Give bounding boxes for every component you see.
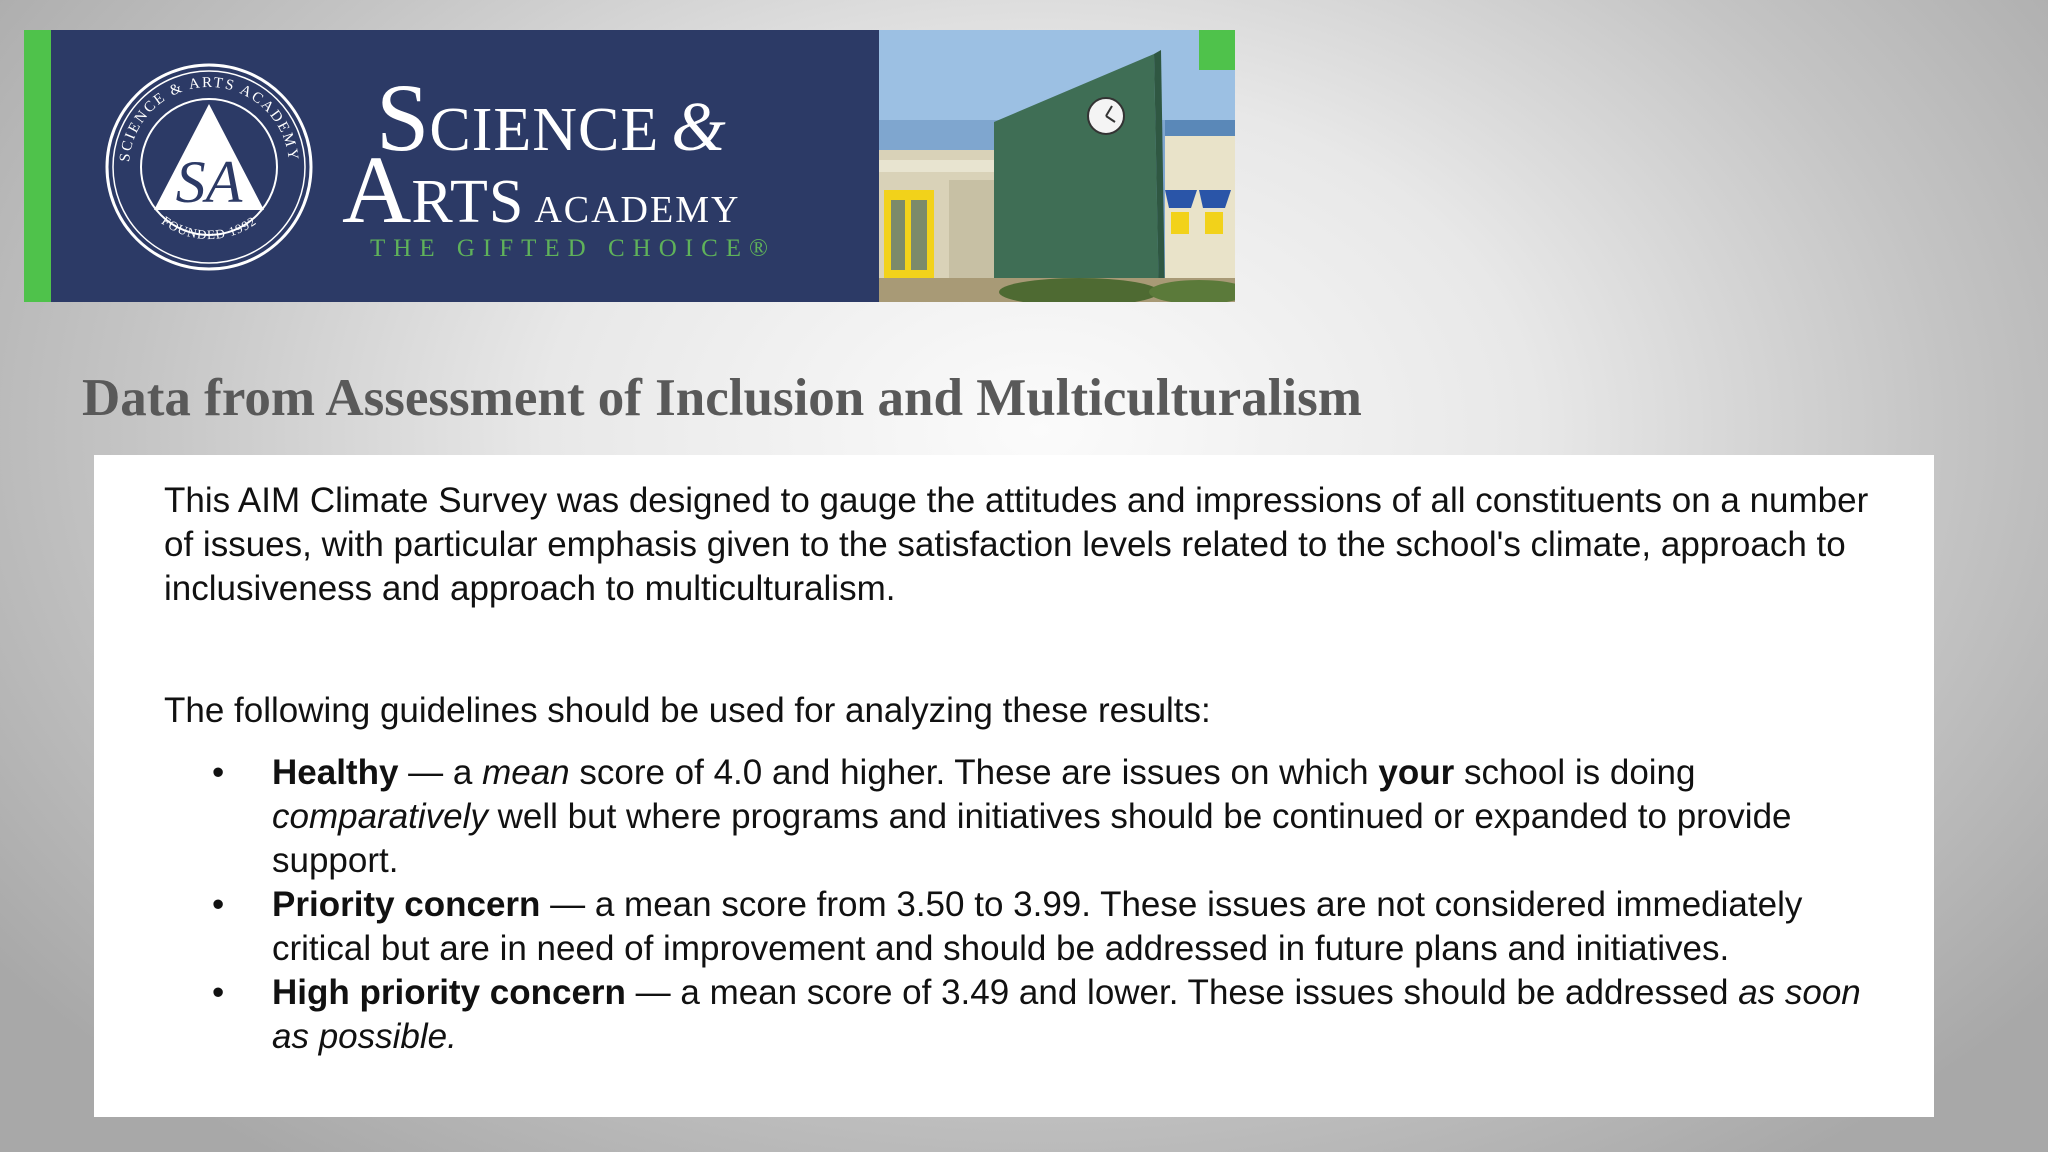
- academy-wordmark: [342, 64, 741, 243]
- text-segment: — a: [398, 753, 483, 792]
- emphasis-mean: mean: [482, 753, 570, 792]
- emphasis-your: your: [1378, 753, 1455, 792]
- seal-text-top: SCIENCE & ARTS ACADEMY: [117, 74, 301, 163]
- wordmark-academy: ACADEMY: [534, 189, 741, 231]
- wordmark-ampersand: &: [671, 89, 726, 166]
- intro-paragraph: This AIM Climate Survey was designed to gauge the attitudes and impressions of all constituents on a number of issues, with particular emphasis given to the satisfaction levels related to the school's climate, approach to inclusiveness and approach to multiculturalism.: [164, 481, 1869, 608]
- emphasis-as-soon-as-possible: as soon as possible.: [272, 973, 1861, 1056]
- label-priority-concern: Priority concern: [272, 885, 541, 924]
- label-healthy: Healthy: [272, 753, 399, 792]
- banner-accent-bar: [24, 30, 51, 302]
- bullet-icon: •: [212, 753, 225, 792]
- text-segment: school is doing: [1454, 753, 1696, 792]
- text-segment: well but where programs and initiatives should be continued or expanded to provide support.: [272, 797, 1792, 880]
- wordmark-s: S: [376, 64, 430, 171]
- wordmark-a: A: [342, 136, 412, 243]
- seal-text-bottom: FOUNDED 1992: [158, 213, 260, 243]
- content-panel: [94, 455, 1934, 1117]
- bullet-icon: •: [212, 973, 225, 1012]
- school-banner: [24, 30, 1235, 302]
- seal-monogram: SA: [175, 149, 243, 215]
- wordmark-cience: CIENCE: [429, 96, 660, 164]
- list-item-healthy: [164, 751, 1904, 883]
- bullet-icon: •: [212, 885, 225, 924]
- guidelines-list: [164, 751, 1904, 1059]
- wordmark-rts: RTS: [411, 168, 525, 236]
- emphasis-comparatively: comparatively: [272, 797, 488, 836]
- text-segment: score of 4.0 and higher. These are issues on which: [569, 753, 1379, 792]
- list-item-high-priority-concern: [164, 971, 1904, 1059]
- slide-title: Data from Assessment of Inclusion and Multiculturalism: [82, 369, 1362, 427]
- label-high-priority-concern: High priority concern: [272, 973, 626, 1012]
- list-item-priority-concern: [164, 883, 1904, 971]
- academy-seal-logo: [104, 62, 314, 272]
- svg-text:FOUNDED 1992: [159, 213, 259, 242]
- text-segment: — a mean score of 3.49 and lower. These issues should be addressed: [625, 973, 1739, 1012]
- tagline: THE GIFTED CHOICE®: [370, 235, 777, 262]
- school-building-photo: [879, 30, 1235, 302]
- guidelines-heading: The following guidelines should be used for analyzing these results:: [164, 691, 1211, 730]
- text-segment: — a mean score from 3.50 to 3.99. These issues are not considered immediately critical but are in need of improvement and should be addressed in future plans and initiatives.: [272, 885, 1803, 968]
